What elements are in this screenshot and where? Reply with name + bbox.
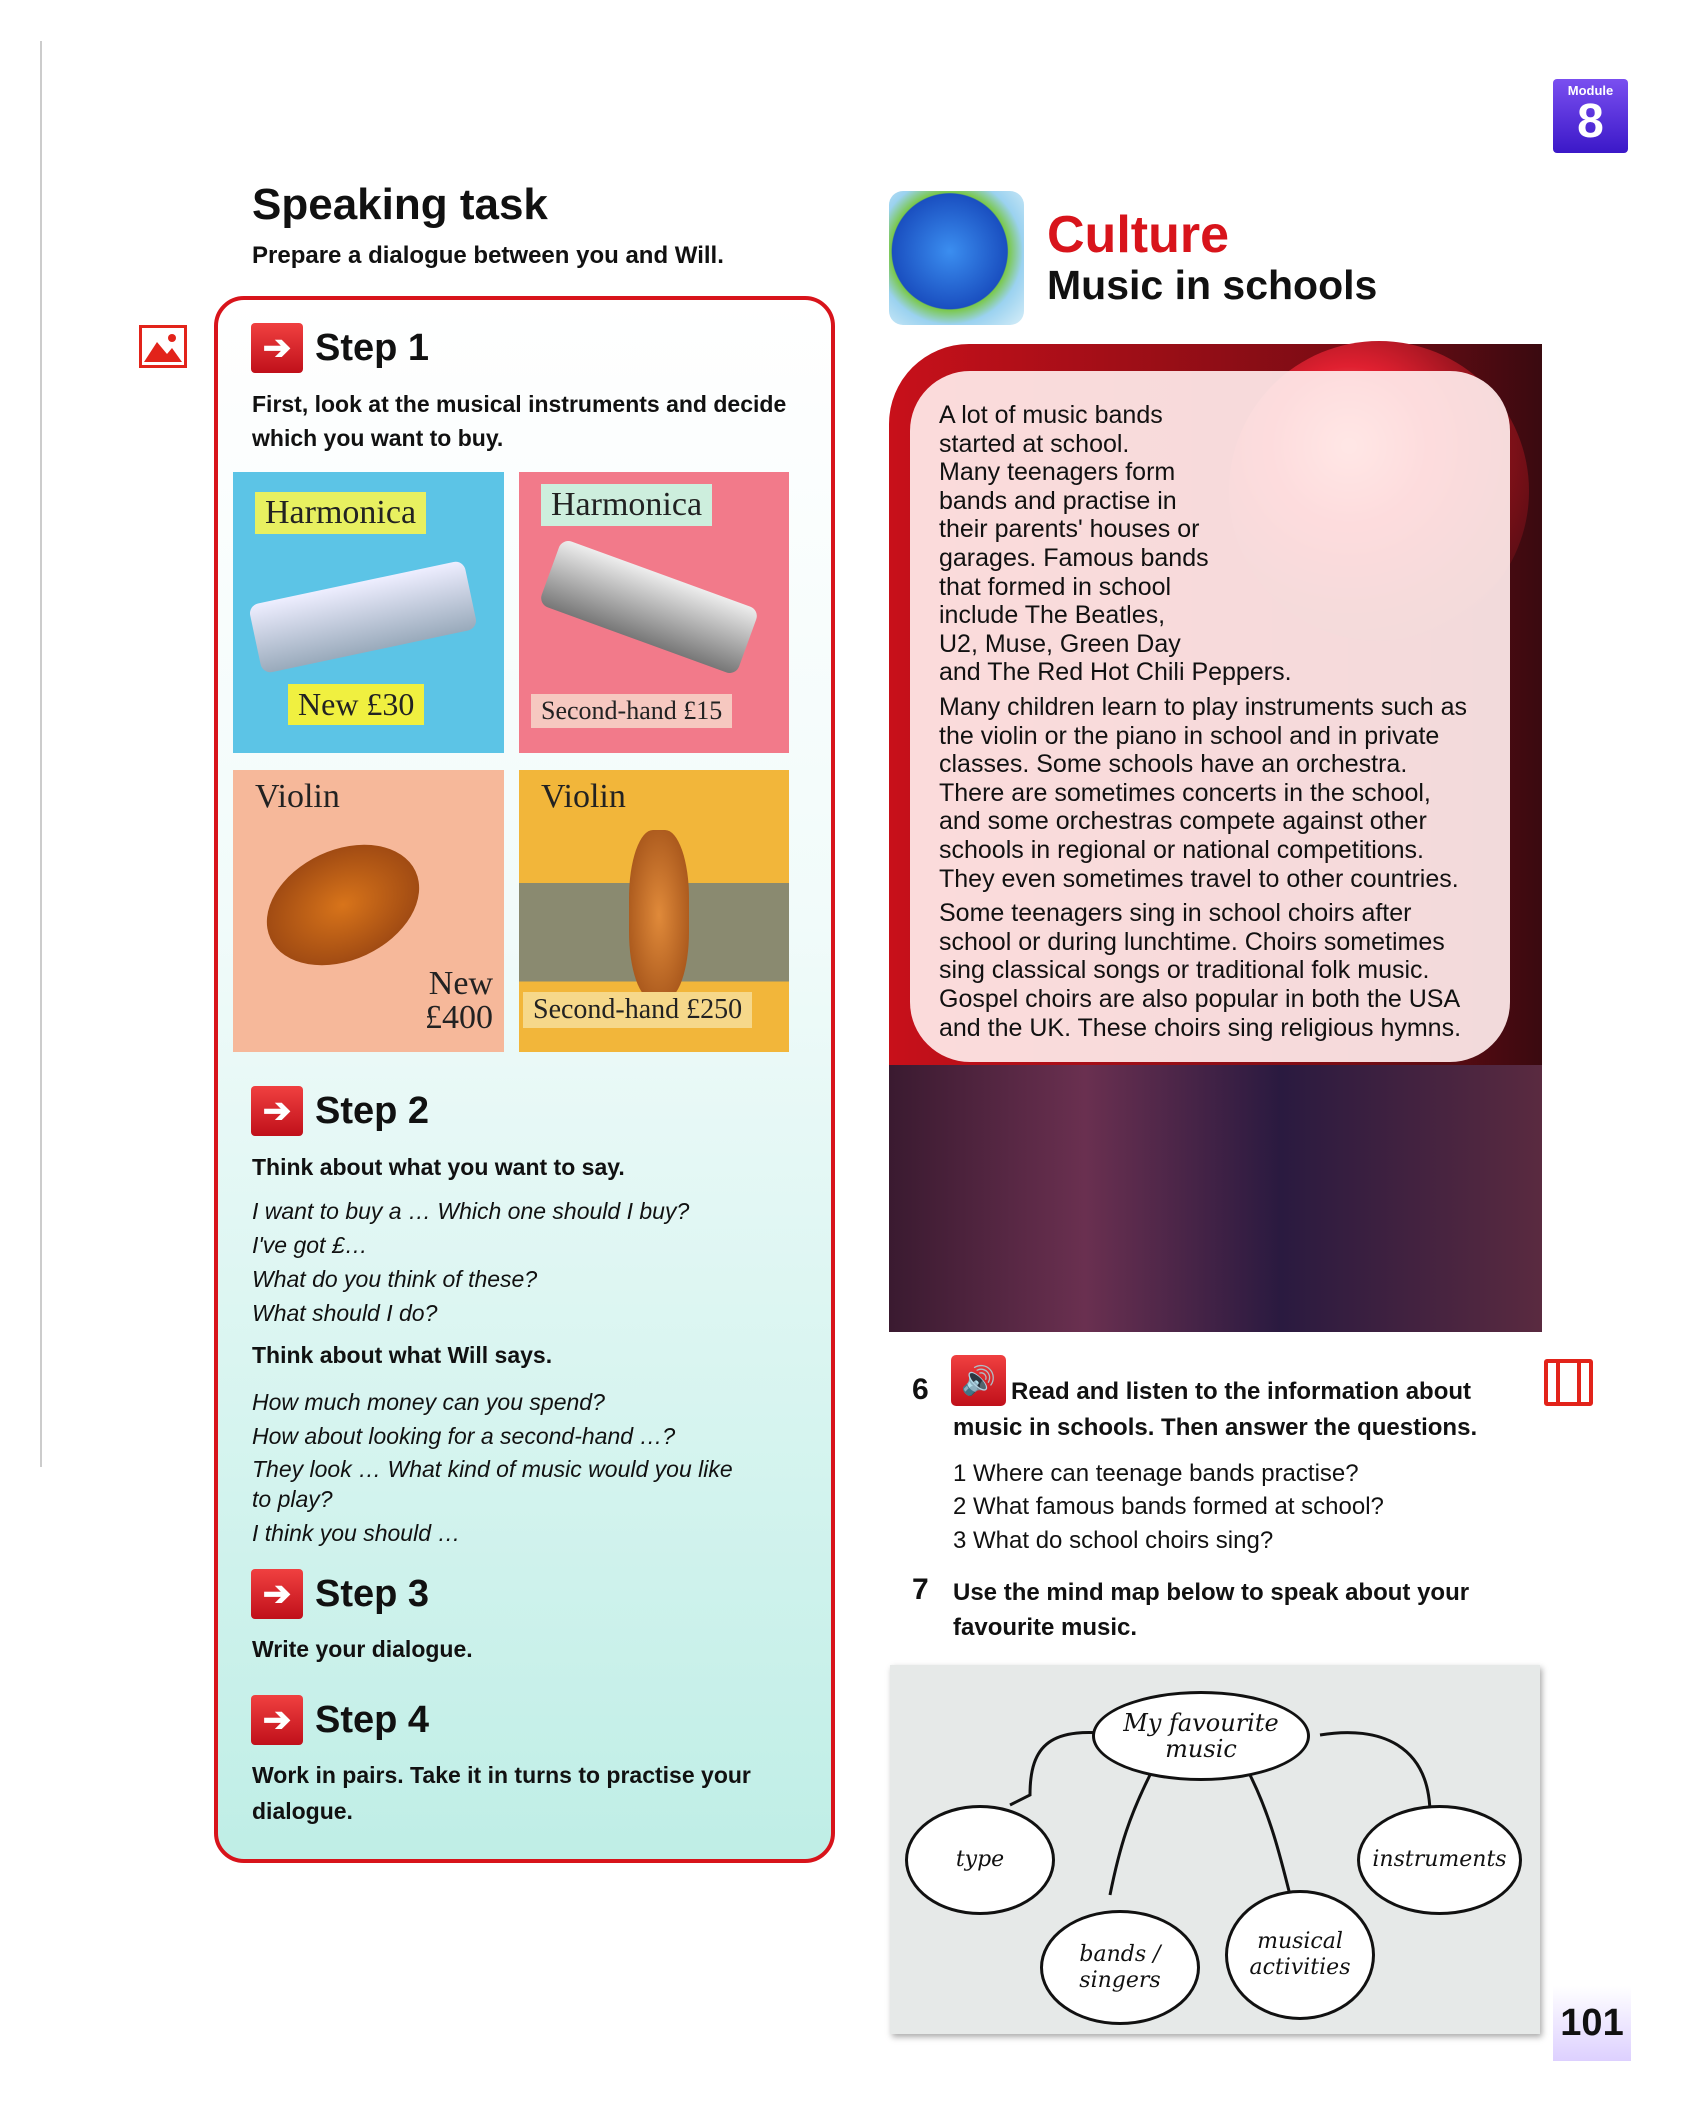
harmonica-image	[538, 538, 759, 676]
article-line: schools in regional or national competitions.	[939, 836, 1424, 864]
step-1-heading	[251, 323, 429, 373]
phrase: What should I do?	[252, 1300, 438, 1326]
instrument-price: Second-hand £15	[531, 694, 732, 728]
phrase: I want to buy a … Which one should I buy?	[252, 1198, 690, 1224]
instrument-name: Violin	[255, 778, 340, 815]
instrument-card[interactable]	[233, 770, 504, 1052]
step-label: Step 4	[315, 1698, 430, 1741]
article-line: and The Red Hot Chili Peppers.	[939, 658, 1292, 687]
step-text: Think about what you want to say.	[252, 1154, 625, 1180]
violin-image	[629, 830, 689, 1000]
article-line: and the UK. These choirs sing religious hymns.	[939, 1013, 1462, 1042]
article-line: They even sometimes travel to other countries.	[939, 864, 1459, 893]
phrase: to play?	[252, 1486, 333, 1512]
arrow-icon: ➔	[251, 1086, 303, 1136]
instrument-name: Harmonica	[541, 484, 712, 526]
mind-map-node: type	[905, 1805, 1055, 1915]
page-title: Speaking task	[252, 180, 548, 229]
article-line: sing classical songs or traditional folk music.	[939, 956, 1430, 985]
section-label: Culture	[1047, 206, 1229, 264]
article-line: garages. Famous bands	[939, 544, 1209, 572]
phrase: What do you think of these?	[252, 1266, 538, 1292]
exercise-instruction: Use the mind map below to speak about your	[953, 1579, 1470, 1606]
article-line: A lot of music bands	[939, 401, 1163, 429]
section-title: Music in schools	[1047, 262, 1378, 308]
exercise-instruction: Read and listen to the information about	[1011, 1378, 1472, 1405]
step-label: Step 2	[315, 1089, 430, 1132]
phrase: I think you should …	[252, 1520, 461, 1546]
violin-image	[247, 821, 438, 988]
globe-icon	[889, 191, 1024, 325]
article-line: bands and practise in	[939, 486, 1177, 515]
harmonica-image	[248, 560, 478, 674]
step-text: which you want to buy.	[252, 425, 504, 451]
exercise-instruction: favourite music.	[953, 1614, 1138, 1641]
instrument-card[interactable]	[519, 770, 789, 1052]
step-3-heading	[251, 1569, 429, 1619]
arrow-icon: ➔	[251, 1695, 303, 1745]
page-number: 101	[1553, 1986, 1631, 2061]
article-line: Many children learn to play instruments such as	[939, 693, 1468, 721]
instrument-price: New £30	[288, 684, 424, 725]
article-line: the violin or the piano in school and in private	[939, 721, 1440, 750]
phrase: How much money can you spend?	[252, 1389, 605, 1415]
step-4-heading	[251, 1695, 429, 1745]
step-text: dialogue.	[252, 1798, 353, 1824]
article-line: their parents' houses or	[939, 515, 1200, 544]
module-badge	[1553, 79, 1628, 153]
question: 2 What famous bands formed at school?	[953, 1493, 1384, 1520]
mind-map	[890, 1665, 1540, 2034]
step-label: Step 1	[315, 326, 430, 369]
video-film-icon[interactable]	[1544, 1359, 1593, 1406]
instrument-price: New £400	[425, 965, 493, 1036]
article-line: school or during lunchtime. Choirs sometimes	[939, 927, 1445, 956]
instrument-name: Harmonica	[255, 492, 426, 534]
question: 3 What do school choirs sing?	[953, 1527, 1274, 1554]
image-icon[interactable]	[139, 325, 187, 368]
article-line: Many teenagers form	[939, 458, 1176, 487]
phrase: I've got £…	[252, 1232, 368, 1258]
step-label: Step 3	[315, 1572, 430, 1615]
step-text: Think about what Will says.	[252, 1342, 553, 1368]
article-line: and some orchestras compete against other	[939, 807, 1427, 836]
article-line: Gospel choirs are also popular in both the USA	[939, 985, 1461, 1013]
article-line: started at school.	[939, 429, 1130, 458]
article-line: Some teenagers sing in school choirs after	[939, 899, 1412, 928]
step-text: First, look at the musical instruments and decide	[252, 391, 787, 417]
arrow-icon: ➔	[251, 1569, 303, 1619]
phrase: How about looking for a second-hand …?	[252, 1423, 676, 1449]
question: 1 Where can teenage bands practise?	[953, 1460, 1359, 1487]
article-line: classes. Some schools have an orchestra.	[939, 750, 1408, 779]
module-number: 8	[1577, 95, 1604, 148]
instrument-card[interactable]	[519, 472, 789, 753]
instrument-price: Second-hand £250	[523, 992, 752, 1028]
step-2-heading	[251, 1086, 429, 1136]
exercise-number: 7	[912, 1573, 929, 1606]
article-line: U2, Muse, Green Day	[939, 629, 1181, 658]
arrow-icon: ➔	[251, 323, 303, 373]
mind-map-center-node: My favourite music	[1092, 1691, 1310, 1781]
article-line: There are sometimes concerts in the school,	[939, 778, 1431, 807]
step-text: Work in pairs. Take it in turns to practise your	[252, 1762, 751, 1788]
step-text: Write your dialogue.	[252, 1636, 473, 1662]
mind-map-node: bands / singers	[1040, 1910, 1200, 2025]
page-subtitle: Prepare a dialogue between you and Will.	[252, 242, 724, 269]
audio-speaker-icon[interactable]: 🔊	[951, 1355, 1006, 1406]
module-label: Module	[1567, 83, 1614, 98]
mind-map-node: instruments	[1357, 1805, 1522, 1915]
article-line: that formed in school	[939, 572, 1172, 601]
exercise-number: 6	[912, 1373, 929, 1406]
instrument-name: Violin	[541, 778, 626, 815]
mind-map-node: musical activities	[1225, 1890, 1375, 2020]
instrument-card[interactable]	[233, 472, 504, 753]
margin-line	[40, 41, 42, 1467]
exercise-instruction: music in schools. Then answer the questions.	[953, 1414, 1478, 1441]
article-line: include The Beatles,	[939, 601, 1166, 630]
phrase: They look … What kind of music would you like	[252, 1456, 733, 1482]
choir-photo	[889, 1065, 1542, 1332]
